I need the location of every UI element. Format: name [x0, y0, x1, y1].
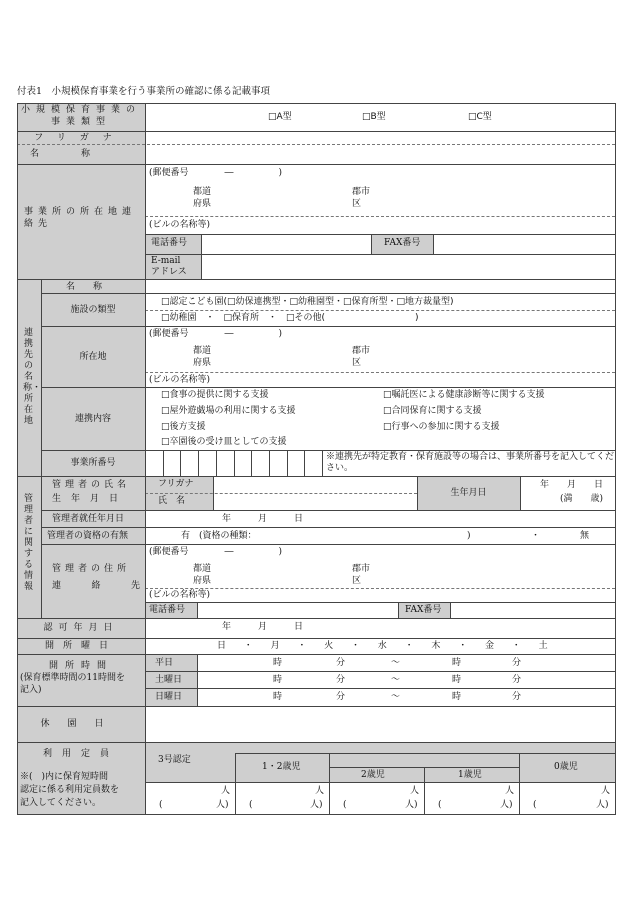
rule-dashed: [145, 372, 615, 373]
office-number-cell-divider: [287, 450, 288, 476]
rule: [41, 450, 615, 451]
hours-end-h[interactable]: 時: [452, 692, 462, 702]
pref-label: 府県: [193, 576, 212, 586]
office-number-cell-divider: [198, 450, 199, 476]
hours-tilde: ～: [391, 658, 401, 668]
partner-building-field[interactable]: (ビルの名称等): [149, 375, 211, 385]
email-label: E-mail: [151, 256, 181, 266]
facility-options-2[interactable]: □幼稚園 ・ □保育所 ・ □その他( ): [161, 313, 419, 323]
office-number-cell-divider: [304, 450, 305, 476]
rule: [17, 814, 615, 815]
rule: [41, 293, 615, 294]
rule: [17, 103, 18, 815]
manager-side-label: 管理者に関する情報: [23, 494, 33, 592]
open-day[interactable]: 土: [538, 641, 548, 651]
partner-name-label: 名称: [65, 282, 120, 292]
open-day[interactable]: 火: [324, 641, 334, 651]
office-number-cell-divider: [163, 450, 164, 476]
rule: [433, 234, 434, 254]
pref-label: 府県: [193, 358, 212, 368]
rule: [17, 476, 615, 477]
capacity-short-open: (: [159, 800, 163, 810]
rule: [145, 254, 615, 255]
partner-content-label: 連携内容: [74, 414, 111, 424]
open-day: ・: [351, 641, 361, 651]
capacity-short-close[interactable]: 人): [310, 800, 323, 810]
capacity-unit[interactable]: 人: [601, 786, 611, 796]
fax-label: FAX番号: [384, 238, 421, 248]
closed-label: 休園日: [40, 719, 122, 729]
page-title: 付表1 小規模保育事業を行う事業所の確認に係る記載事項: [17, 86, 271, 97]
type-option-c[interactable]: □C型: [468, 112, 492, 122]
capacity-unit[interactable]: 人: [315, 786, 325, 796]
hours-start-m[interactable]: 分: [336, 675, 346, 685]
hours-start-m[interactable]: 分: [336, 692, 346, 702]
open-days-label: 開所曜日: [44, 641, 117, 651]
manager-postal-field[interactable]: (郵便番号 ― ): [149, 547, 283, 557]
capacity-unit[interactable]: 人: [221, 786, 231, 796]
capacity-short-open: (: [533, 800, 537, 810]
manager-shimei-label: 氏 名: [158, 496, 186, 506]
rule-dashed: [17, 144, 615, 145]
rule: [17, 706, 615, 707]
birthdate-label: 生年月日: [450, 488, 487, 498]
manager-phone-label: 電話番号: [149, 605, 186, 615]
manager-birth-label: 生年月日: [52, 494, 129, 504]
furigana-label: フリガナ: [34, 133, 126, 143]
capacity-short-open: (: [249, 800, 253, 810]
hours-day-label: 平日: [155, 658, 174, 668]
open-day: ・: [404, 641, 414, 651]
city-label: 郡市: [352, 187, 371, 197]
content-item[interactable]: □嘱託医による健康診断等に関する支援: [383, 390, 545, 400]
capacity-unit[interactable]: 人: [410, 786, 420, 796]
hours-start-m[interactable]: 分: [336, 658, 346, 668]
approval-value[interactable]: 年 月 日: [222, 622, 304, 632]
open-day: ・: [458, 641, 468, 651]
rule: [519, 753, 520, 815]
open-day: ・: [511, 641, 521, 651]
type-option-a[interactable]: □A型: [268, 112, 292, 122]
capacity-short-close[interactable]: 人): [596, 800, 609, 810]
rule: [41, 527, 615, 528]
capacity-short-close[interactable]: 人): [405, 800, 418, 810]
age12-label: 1・2歳児: [262, 762, 301, 772]
age0-label: 0歳児: [554, 762, 578, 772]
hours-end-m[interactable]: 分: [512, 658, 522, 668]
rule: [17, 164, 615, 165]
rule-dashed: [145, 310, 615, 311]
city-label: 区: [352, 358, 362, 368]
age2-label: 2歳児: [361, 770, 385, 780]
facility-options-1[interactable]: □認定こども園(□幼保連携型・□幼稚園型・□保育所型・□地方裁量型): [161, 297, 454, 307]
building-field[interactable]: (ビルの名称等): [149, 220, 211, 230]
city-label: 郡市: [352, 564, 371, 574]
manager-furigana-label: フリガナ: [158, 479, 194, 489]
capacity-unit[interactable]: 人: [505, 786, 515, 796]
type-option-b[interactable]: □B型: [362, 112, 386, 122]
rule: [145, 234, 615, 235]
type-label: 小規模保育事業の事業類型: [20, 105, 141, 127]
content-item[interactable]: □後方支援: [161, 422, 206, 432]
rule-dashed: [145, 588, 615, 589]
rule: [213, 476, 214, 510]
manager-contact-label: 連絡先: [52, 581, 140, 591]
rule: [145, 671, 615, 672]
hours-end-m[interactable]: 分: [512, 692, 522, 702]
hours-note: 記入): [20, 685, 42, 695]
rule: [17, 279, 615, 280]
content-item[interactable]: □合同保育に関する支援: [383, 406, 482, 416]
rule: [424, 767, 425, 815]
rule: [17, 654, 615, 655]
partner-location-label: 所在地: [79, 352, 107, 362]
office-number-label: 事業所番号: [70, 458, 116, 468]
city-label: 区: [352, 199, 362, 209]
open-day: ・: [297, 641, 307, 651]
qualification-label: 管理者の資格の有無: [47, 531, 129, 541]
office-number-cell-divider: [251, 450, 252, 476]
rule: [398, 602, 399, 618]
hours-note: (保育標準時間の11時間を: [20, 673, 125, 683]
manager-address-label: 管理者の住所: [52, 564, 131, 574]
rule: [17, 638, 615, 639]
rule: [145, 688, 615, 689]
rule-dashed: [145, 216, 615, 217]
rule: [145, 782, 615, 783]
approval-label: 認可年月日: [43, 623, 119, 633]
capacity-note: 記入してください。: [20, 798, 102, 808]
rule: [450, 602, 451, 618]
rule: [41, 279, 42, 618]
rule: [371, 234, 372, 254]
hours-end-m[interactable]: 分: [512, 675, 522, 685]
capacity-short-close[interactable]: 人): [500, 800, 513, 810]
partner-postal-field[interactable]: (郵便番号 ― ): [149, 329, 283, 339]
postal-code-field[interactable]: (郵便番号 ― ): [149, 168, 283, 178]
qualification-dot: ・: [531, 531, 541, 541]
content-item[interactable]: □食事の提供に関する支援: [161, 390, 269, 400]
capacity-note: 認定に係る利用定員数を: [20, 785, 120, 795]
hours-end-h[interactable]: 時: [452, 675, 462, 685]
tenure-value[interactable]: 年 月 日: [222, 514, 304, 524]
qualification-no[interactable]: 無: [580, 531, 590, 541]
city-label: 区: [352, 576, 362, 586]
rule: [41, 544, 615, 545]
address-label: 事業所の所在地連絡先: [24, 207, 137, 229]
rule: [197, 654, 198, 706]
rule: [329, 753, 330, 815]
content-item[interactable]: □行事への参加に関する支援: [383, 422, 500, 432]
capacity-label: 利用定員: [42, 749, 119, 759]
rule: [201, 234, 202, 279]
office-number-cell-divider: [269, 450, 270, 476]
open-day[interactable]: 木: [431, 641, 441, 651]
rule: [520, 476, 521, 510]
office-number-cell-divider: [216, 450, 217, 476]
hours-tilde: ～: [391, 692, 401, 702]
cert3-label: 3号認定: [158, 755, 191, 765]
rule: [197, 602, 198, 618]
email-label: アドレス: [151, 267, 187, 277]
rule: [235, 753, 236, 815]
rule-dashed: [145, 493, 417, 494]
rule: [145, 602, 615, 603]
hours-day-label: 土曜日: [155, 675, 183, 685]
birthdate-age[interactable]: (満 歳): [560, 494, 604, 504]
rule: [322, 450, 323, 476]
hours-day-label: 日曜日: [155, 692, 183, 702]
open-day[interactable]: 水: [377, 641, 387, 651]
qualification-yes[interactable]: 有 (資格の種類：: [181, 531, 257, 541]
open-day: ・: [243, 641, 253, 651]
pref-label: 都道: [193, 564, 212, 574]
content-item[interactable]: □屋外遊戯場の利用に関する支援: [161, 406, 296, 416]
hours-start-h[interactable]: 時: [273, 675, 283, 685]
capacity-short-open: (: [438, 800, 442, 810]
capacity-note: ※( )内に保育短時間: [20, 772, 109, 782]
qualification-close: ): [467, 531, 471, 541]
rule: [17, 742, 615, 743]
hours-end-h[interactable]: 時: [452, 658, 462, 668]
rule: [145, 103, 146, 815]
office-number-cell-divider: [234, 450, 235, 476]
manager-name-label: 管理者の氏名: [52, 480, 131, 490]
office-number-note: ※連携先が特定教育・保育施設等の場合は、事業所番号を記入してください。: [326, 452, 615, 473]
manager-building-field[interactable]: (ビルの名称等): [149, 590, 211, 600]
rule: [41, 326, 615, 327]
rule: [615, 103, 616, 815]
rule: [41, 387, 615, 388]
hours-start-h[interactable]: 時: [273, 692, 283, 702]
content-item[interactable]: □卒園後の受け皿としての支援: [161, 437, 287, 447]
phone-label: 電話番号: [151, 238, 188, 248]
pref-label: 府県: [193, 199, 212, 209]
rule: [17, 618, 615, 619]
capacity-short-open: (: [343, 800, 347, 810]
tenure-label: 管理者就任年月日: [52, 514, 125, 524]
office-number-cell-divider: [180, 450, 181, 476]
rule: [417, 476, 418, 510]
open-day[interactable]: 金: [485, 641, 495, 651]
pref-label: 都道: [193, 187, 212, 197]
manager-fax-label: FAX番号: [405, 605, 442, 615]
pref-label: 都道: [193, 346, 212, 356]
birthdate-ymd[interactable]: 年 月 日: [540, 480, 604, 490]
hours-label: 開所時間: [48, 661, 113, 671]
city-label: 郡市: [352, 346, 371, 356]
name-label: 名称: [30, 149, 133, 159]
open-day[interactable]: 月: [270, 641, 280, 651]
rule: [235, 753, 615, 754]
hours-tilde: ～: [391, 675, 401, 685]
age1-label: 1歳児: [458, 770, 482, 780]
capacity-short-close[interactable]: 人): [216, 800, 229, 810]
open-day[interactable]: 日: [217, 641, 227, 651]
partner-side-label: 連携先の名称・所在地: [23, 328, 42, 426]
hours-start-h[interactable]: 時: [273, 658, 283, 668]
rule: [41, 510, 615, 511]
facility-type-label: 施設の類型: [70, 305, 116, 315]
